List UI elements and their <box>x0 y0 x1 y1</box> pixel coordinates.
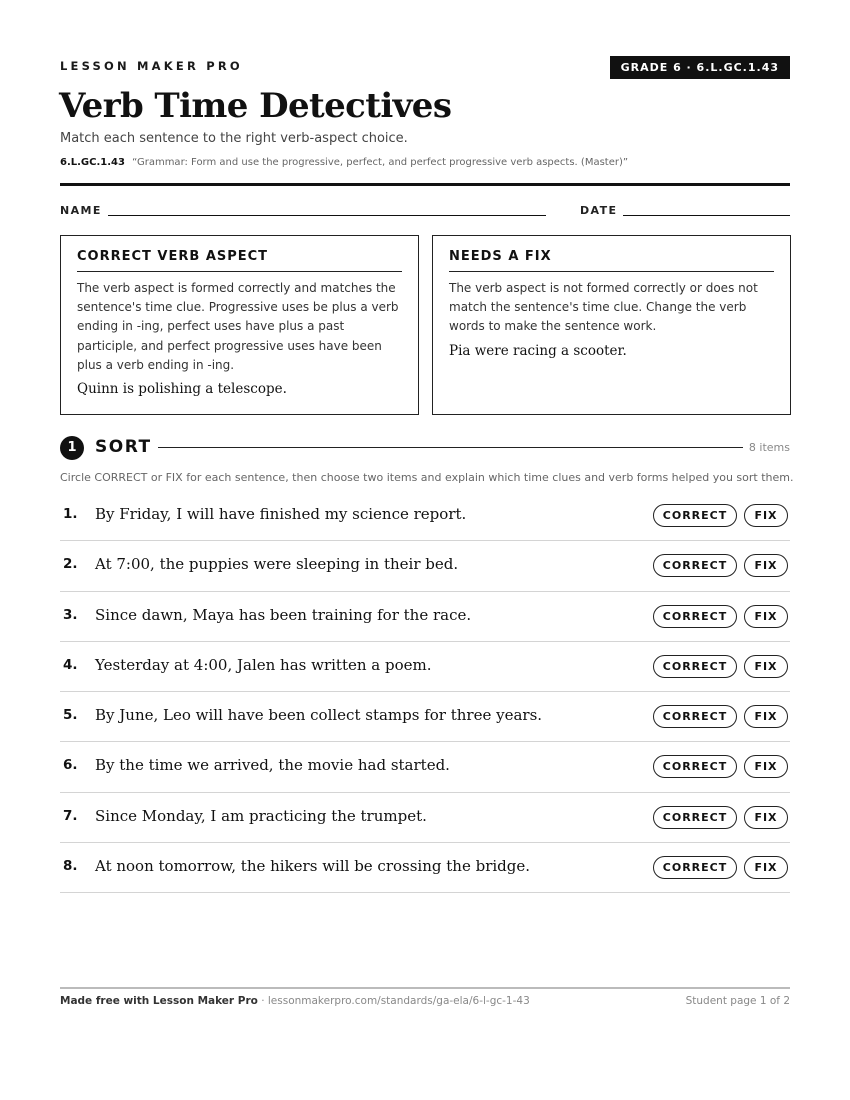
grade-badge: GRADE 6 · 6.L.GC.1.43 <box>610 56 790 79</box>
section-number-badge: 1 <box>60 436 84 460</box>
fix-choice[interactable]: FIX <box>744 504 788 527</box>
fix-choice[interactable]: FIX <box>744 755 788 778</box>
item-number: 1. <box>63 506 78 522</box>
footer-divider <box>60 987 790 989</box>
category-description: The verb aspect is formed correctly and matches the sentence's time clue. Progressive uses be plus a verb ending in -ing, perfect uses have plus a past participle, and perfect progressive uses have been plus a verb ending in -ing. <box>77 281 399 372</box>
section-item-count: 8 items <box>748 441 790 454</box>
correct-choice[interactable]: CORRECT <box>653 655 737 678</box>
category-title: NEEDS A FIX <box>449 249 774 272</box>
section-header <box>60 436 790 460</box>
student-info-row <box>60 204 790 220</box>
fix-choice[interactable]: FIX <box>744 554 788 577</box>
sort-item <box>60 642 790 692</box>
fix-choice[interactable]: FIX <box>744 705 788 728</box>
item-sentence: By the time we arrived, the movie had started. <box>95 756 450 775</box>
sort-item <box>60 692 790 742</box>
worksheet-subtitle: Match each sentence to the right verb-aspect choice. <box>60 131 408 146</box>
header-divider <box>60 183 790 186</box>
item-sentence: At 7:00, the puppies were sleeping in their bed. <box>95 555 459 574</box>
correct-choice[interactable]: CORRECT <box>653 504 737 527</box>
name-label: NAME <box>60 204 102 217</box>
name-field[interactable] <box>108 215 546 216</box>
correct-choice[interactable]: CORRECT <box>653 806 737 829</box>
item-number: 2. <box>63 556 78 573</box>
correct-choice[interactable]: CORRECT <box>653 755 737 778</box>
category-example: Quinn is polishing a telescope. <box>77 381 287 398</box>
sort-item-list <box>60 491 790 893</box>
correct-choice[interactable]: CORRECT <box>653 856 737 879</box>
item-sentence: By Friday, I will have finished my science report. <box>95 505 467 523</box>
correct-choice[interactable]: CORRECT <box>653 705 737 728</box>
category-title: CORRECT VERB ASPECT <box>77 249 402 272</box>
correct-choice[interactable]: CORRECT <box>653 554 737 577</box>
item-sentence: Since dawn, Maya has been training for the race. <box>95 605 472 624</box>
standard-line <box>60 157 628 168</box>
item-number: 3. <box>63 606 78 623</box>
fix-choice[interactable]: FIX <box>744 605 788 628</box>
sort-item <box>60 793 790 843</box>
item-number: 4. <box>63 656 78 673</box>
fix-choice[interactable]: FIX <box>744 655 788 678</box>
standard-description: “Grammar: Form and use the progressive, perfect, and perfect progressive verb aspects. (Master)” <box>132 157 629 168</box>
sort-item <box>60 843 790 893</box>
footer-credit <box>60 995 530 1007</box>
item-number: 7. <box>63 807 78 824</box>
item-sentence: Yesterday at 4:00, Jalen has written a poem. <box>95 655 432 674</box>
category-description: The verb aspect is not formed correctly or does not match the sentence's time clue. Change the verb words to make the sentence work. <box>449 281 758 334</box>
header-top <box>60 56 790 80</box>
brand-name: LESSON MAKER PRO <box>60 59 243 73</box>
sort-item <box>60 742 790 792</box>
section-title: SORT <box>95 437 152 457</box>
item-number: 5. <box>63 707 78 724</box>
footer-page-number: Student page 1 of 2 <box>685 995 790 1007</box>
item-number: 6. <box>63 757 78 774</box>
worksheet-title: Verb Time Detectives <box>59 86 452 126</box>
date-label: DATE <box>580 204 618 217</box>
section-divider <box>158 447 743 448</box>
category-box-correct <box>60 235 419 415</box>
sort-item <box>60 491 790 541</box>
fix-choice[interactable]: FIX <box>744 806 788 829</box>
fix-choice[interactable]: FIX <box>744 856 788 879</box>
item-sentence: At noon tomorrow, the hikers will be crossing the bridge. <box>95 857 531 876</box>
item-sentence: By June, Leo will have been collect stamps for three years. <box>95 706 543 725</box>
correct-choice[interactable]: CORRECT <box>653 605 737 628</box>
footer-made-with: Made free with Lesson Maker Pro <box>60 995 258 1007</box>
item-sentence: Since Monday, I am practicing the trumpet. <box>95 806 427 825</box>
sort-item <box>60 592 790 642</box>
category-box-fix <box>432 235 791 415</box>
category-example: Pia were racing a scooter. <box>449 342 627 359</box>
footer-url[interactable]: · lessonmakerpro.com/standards/ga-ela/6-l-gc-1-43 <box>257 995 530 1007</box>
date-field[interactable] <box>623 215 790 216</box>
sort-item <box>60 541 790 591</box>
item-number: 8. <box>63 858 78 875</box>
standard-code: 6.L.GC.1.43 <box>60 157 125 168</box>
section-instructions: Circle CORRECT or FIX for each sentence, then choose two items and explain which time clues and verb forms helped you sort them. <box>60 471 794 484</box>
